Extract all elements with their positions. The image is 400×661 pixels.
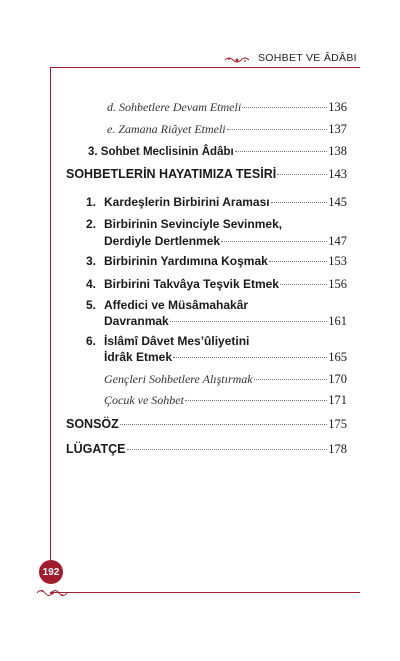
toc-entry-title: Çocuk ve Sohbet (104, 393, 184, 407)
toc-entry[interactable] (104, 372, 347, 387)
dot-leader (221, 241, 327, 242)
toc-entry-page: 178 (328, 442, 347, 456)
toc-entry-page: 165 (328, 350, 347, 364)
dot-leader (254, 379, 328, 380)
toc-entry-title: Gençleri Sohbetlere Alıştırmak (104, 372, 253, 386)
toc-entry[interactable] (104, 234, 347, 249)
dot-leader (277, 174, 327, 175)
floral-ornament-icon (224, 56, 250, 64)
toc-section-title: SONSÖZ (66, 417, 119, 431)
running-header (200, 52, 360, 70)
toc-entry-title: Birbirini Takvâya Teşvik Etmek (104, 277, 279, 291)
toc-entry-number: 2. (86, 217, 97, 231)
toc-entry-page: 153 (328, 254, 347, 268)
toc-entry[interactable] (107, 122, 347, 137)
toc-entry-page: 156 (328, 277, 347, 291)
toc-entry-number: 6. (86, 334, 97, 348)
dot-leader (127, 449, 328, 450)
running-header-title: SOHBET VE ÂDÂBI (258, 52, 357, 64)
toc-entry[interactable] (104, 254, 347, 269)
toc-entry-title: İdrâk Etmek (104, 350, 173, 364)
page-number-badge (39, 560, 63, 584)
toc-entry[interactable] (104, 314, 347, 329)
toc-entry-page: 147 (328, 234, 347, 248)
toc-entry[interactable] (104, 350, 347, 365)
dot-leader (185, 400, 327, 401)
left-rule (50, 67, 51, 567)
toc-entry[interactable] (104, 277, 347, 292)
dot-leader (269, 261, 327, 262)
toc-entry[interactable] (104, 195, 347, 210)
toc-entry-number: 4. (86, 277, 97, 291)
toc-entry-page: 136 (328, 100, 347, 114)
toc-entry[interactable] (88, 144, 347, 159)
dot-leader (242, 107, 327, 108)
toc-entry[interactable] (104, 393, 347, 408)
dot-leader (173, 357, 327, 358)
toc-section[interactable] (66, 442, 347, 457)
toc-entry-title: d. Sohbetlere Devam Etmeli (107, 100, 242, 114)
toc-entry-title: 3. Sohbet Meclisinin Âdâbı (88, 146, 234, 158)
toc-entry[interactable] (107, 100, 347, 115)
toc-entry-title: Birbirinin Yardımına Koşmak (104, 254, 268, 268)
toc-entry-page: 138 (328, 144, 347, 158)
toc-entry-number: 5. (86, 298, 97, 312)
toc-section[interactable] (66, 417, 347, 432)
toc-entry-title-line: İslâmî Dâvet Mes’ûliyetini (104, 334, 250, 348)
page-number: 192 (42, 566, 60, 578)
toc-section-title: SOHBETLERİN HAYATIMIZA TESİRİ (66, 167, 277, 181)
toc-section-title: LÜGATÇE (66, 442, 126, 456)
dot-leader (271, 202, 328, 203)
toc-entry-page: 143 (328, 167, 347, 181)
toc-section[interactable] (66, 167, 347, 182)
toc-entry-title: Davranmak (104, 314, 169, 328)
dot-leader (170, 321, 328, 322)
toc-entry-title: Derdiyle Dertlenmek (104, 234, 221, 248)
bottom-rule (50, 592, 360, 593)
toc-entry-page: 161 (328, 314, 347, 328)
toc-entry-number: 1. (86, 195, 97, 209)
toc-entry-title: e. Zamana Riâyet Etmeli (107, 122, 226, 136)
toc-entry-page: 170 (328, 372, 347, 386)
toc-entry-number: 3. (86, 254, 97, 268)
floral-ornament-icon (35, 587, 69, 599)
toc-entry-page: 145 (328, 195, 347, 209)
toc-entry-title-line: Birbirinin Sevinciyle Sevinmek, (104, 217, 283, 231)
dot-leader (120, 424, 327, 425)
toc-entry-page: 137 (328, 122, 347, 136)
toc-entry-page: 171 (328, 393, 347, 407)
dot-leader (280, 284, 327, 285)
dot-leader (235, 151, 328, 152)
dot-leader (227, 129, 328, 130)
toc-entry-page: 175 (328, 417, 347, 431)
toc-entry-title: Kardeşlerin Birbirini Araması (104, 195, 270, 209)
toc-entry-title-line: Affedici ve Müsâmahakâr (104, 298, 249, 312)
